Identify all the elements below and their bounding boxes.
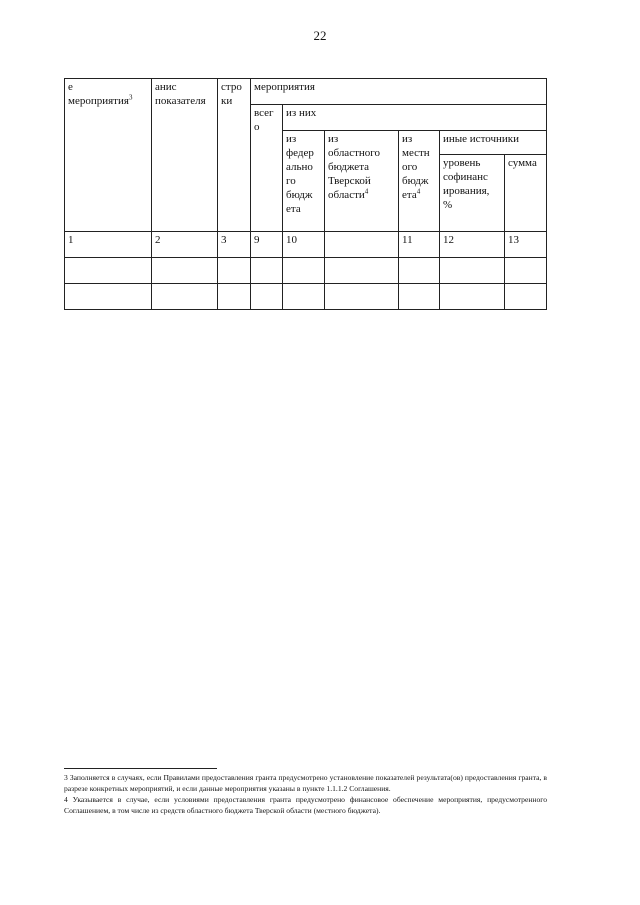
header-cell-cofinancing: уровень софинанс ирования, % (440, 155, 505, 232)
table-cell[interactable] (218, 284, 251, 310)
table-row (65, 284, 547, 310)
column-number-cell (325, 232, 399, 258)
column-number-cell: 1 (65, 232, 152, 258)
header-cell-activity (65, 79, 152, 232)
table-cell[interactable] (399, 284, 440, 310)
header-cell-other-sources: иные источники (440, 131, 547, 155)
table-cell[interactable] (325, 284, 399, 310)
footnote-3: 3 Заполняется в случаях, если Правилами предоставления гранта предусмотрено установление показателей результата(ов) предоставления гранта, в разрезе конкретных мероприятий, и если данные мероприятия указаны в пункте 1.1.1.2 Соглашения. (64, 773, 547, 793)
table-cell[interactable] (440, 258, 505, 284)
table-cell[interactable] (399, 258, 440, 284)
table-cell[interactable] (65, 258, 152, 284)
table-cell[interactable] (505, 258, 547, 284)
header-regional-text: из областного бюджета Тверской области (328, 133, 381, 201)
table-cell[interactable] (65, 284, 152, 310)
header-cell-regional (325, 131, 399, 232)
header-activity-text: е мероприятия (68, 81, 129, 107)
table-cell[interactable] (283, 284, 325, 310)
table-row (65, 258, 547, 284)
footnote-ref-3: 3 (128, 93, 133, 102)
header-cell-sum: сумма (505, 155, 547, 232)
header-cell-measures: мероприятия (251, 79, 547, 105)
column-number-cell: 11 (399, 232, 440, 258)
table-cell[interactable] (325, 258, 399, 284)
table-cell[interactable] (152, 284, 218, 310)
column-number-cell: 9 (251, 232, 283, 258)
table-cell[interactable] (218, 258, 251, 284)
column-number-cell: 13 (505, 232, 547, 258)
header-cell-of-which: из них (283, 105, 547, 131)
header-cell-federal: из федер ально го бюдж ета (283, 131, 325, 232)
footnotes (64, 772, 547, 816)
header-cell-line: стро ки (218, 79, 251, 232)
table-cell[interactable] (251, 258, 283, 284)
column-number-cell: 3 (218, 232, 251, 258)
header-cell-local (399, 131, 440, 232)
footnote-4: 4 Указывается в случае, если условиями предоставления гранта предусмотрено финансовое обеспечение мероприятия, предусмотренного Соглашением, в том числе из средств областного бюджета Тверской области (местного бюджета). (64, 795, 547, 815)
footnote-ref-4: 4 (364, 187, 369, 196)
column-number-cell: 2 (152, 232, 218, 258)
footnote-ref-4: 4 (416, 187, 421, 196)
funding-table (64, 78, 547, 310)
table-cell[interactable] (283, 258, 325, 284)
table-cell[interactable] (505, 284, 547, 310)
table-cell[interactable] (152, 258, 218, 284)
page-number: 22 (313, 28, 327, 43)
header-cell-indicator: анис показателя (152, 79, 218, 232)
footnote-divider (64, 768, 217, 769)
column-number-row (65, 232, 547, 258)
column-number-cell: 10 (283, 232, 325, 258)
header-cell-total: всег о (251, 105, 283, 232)
table-cell[interactable] (440, 284, 505, 310)
header-local-text: из местн ого бюдж ета (402, 133, 430, 201)
column-number-cell: 12 (440, 232, 505, 258)
table-cell[interactable] (251, 284, 283, 310)
